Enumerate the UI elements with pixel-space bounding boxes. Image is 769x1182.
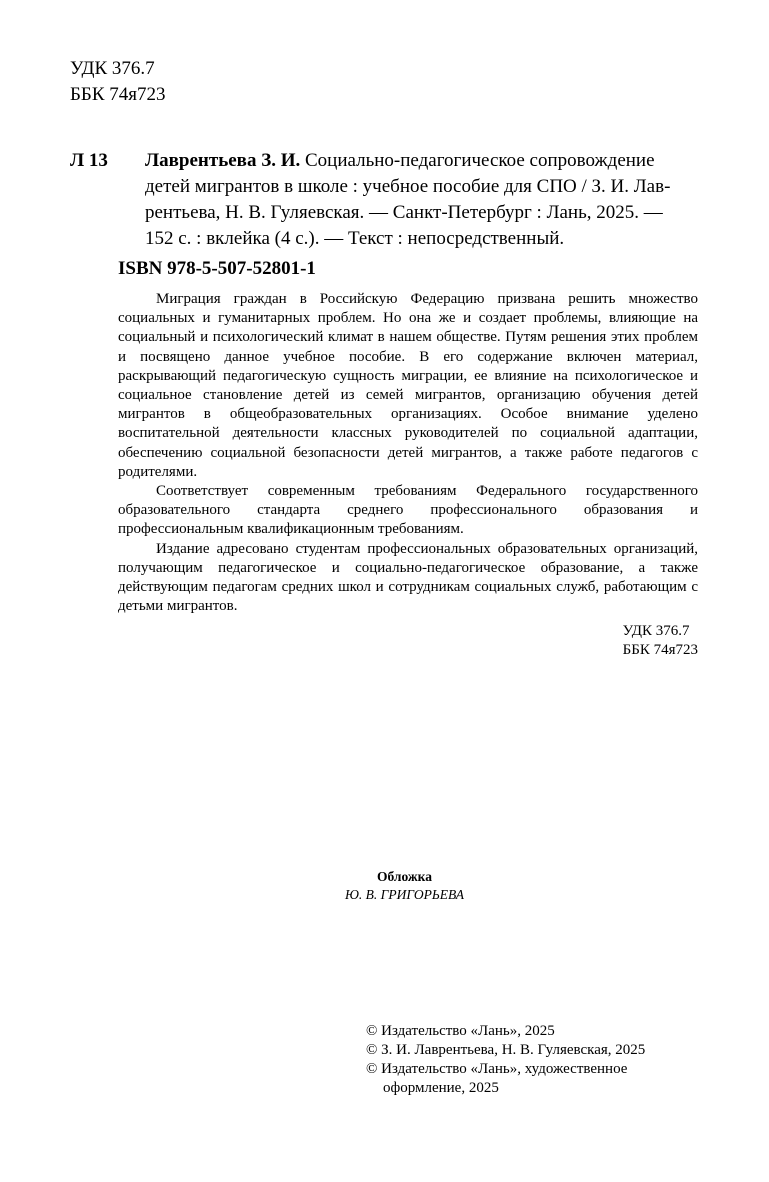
- abstract-paragraph: Соответствует современным требованиям Федерального государственного образовательного стандарта среднего профессионального образования и профессиональным квалификационным требованиям.: [118, 483, 698, 538]
- bibliographic-description: [145, 148, 700, 252]
- entry-line-4: 152 с. : вклейка (4 с.). — Текст : непосредственный.: [145, 228, 565, 249]
- udk-code: УДК 376.7: [70, 58, 155, 79]
- abstract: [118, 290, 698, 616]
- cover-designer: Ю. В. ГРИГОРЬЕВА: [344, 887, 465, 902]
- cover-credit: [0, 868, 769, 904]
- bottom-classification: [623, 622, 698, 660]
- isbn: ISBN 978-5-507-52801-1: [118, 258, 316, 279]
- cover-label: Обложка: [376, 869, 432, 884]
- author-name: Лаврентьева З. И.: [145, 150, 301, 171]
- entry-line-2: детей мигрантов в школе : учебное пособие для СПО / З. И. Лав-: [145, 176, 671, 197]
- copyright-line: © Издательство «Лань», 2025: [366, 1023, 555, 1039]
- copyright-line: © Издательство «Лань», художественное: [366, 1061, 628, 1077]
- bbk-code-bottom: ББК 74я723: [622, 642, 698, 658]
- abstract-paragraph: Миграция граждан в Российскую Федерацию призвана решить множество социальных и гуманитарных проблем. Но она же и создает проблемы, влияющие на социальный и психологический климат в нашем обществе. Путям решения этих проблем и посвящено данное учебное пособие. В его содержание включен материал, раскрывающий педагогическую сущность миграции, ее влияние на психологическое и социальное становление детей из семей мигрантов, организацию обучения детей мигрантов в общеобразовательных организациях. Особое внимание уделено воспитательной деятельности классных руководителей по социальной адаптации, обеспечению социальной безопасности детей мигрантов, а также работе педагогов с родителями.: [118, 291, 698, 480]
- udk-code-bottom: УДК 376.7: [622, 623, 690, 639]
- title-start: Социально-педагогическое сопровождение: [300, 150, 655, 171]
- abstract-paragraph: Издание адресовано студентам профессиональных образовательных организаций, получающим педагогическое и социально-педагогическое образование, а также действующим педагогам средних школ и сотрудникам социальных служб, работающим с детьми мигрантов.: [118, 540, 698, 615]
- copyright-line: © З. И. Лаврентьева, Н. В. Гуляевская, 2025: [366, 1042, 646, 1058]
- bibliographic-entry: [70, 148, 700, 252]
- entry-line-3: рентьева, Н. В. Гуляевская. — Санкт-Петербург : Лань, 2025. —: [145, 202, 663, 223]
- author-sign: Л 13: [70, 150, 108, 171]
- copyright-line: оформление, 2025: [383, 1080, 499, 1096]
- bbk-code: ББК 74я723: [70, 84, 166, 105]
- top-classification: [70, 56, 165, 108]
- copyright-block: [366, 1022, 645, 1098]
- entry-line-1: [145, 148, 700, 174]
